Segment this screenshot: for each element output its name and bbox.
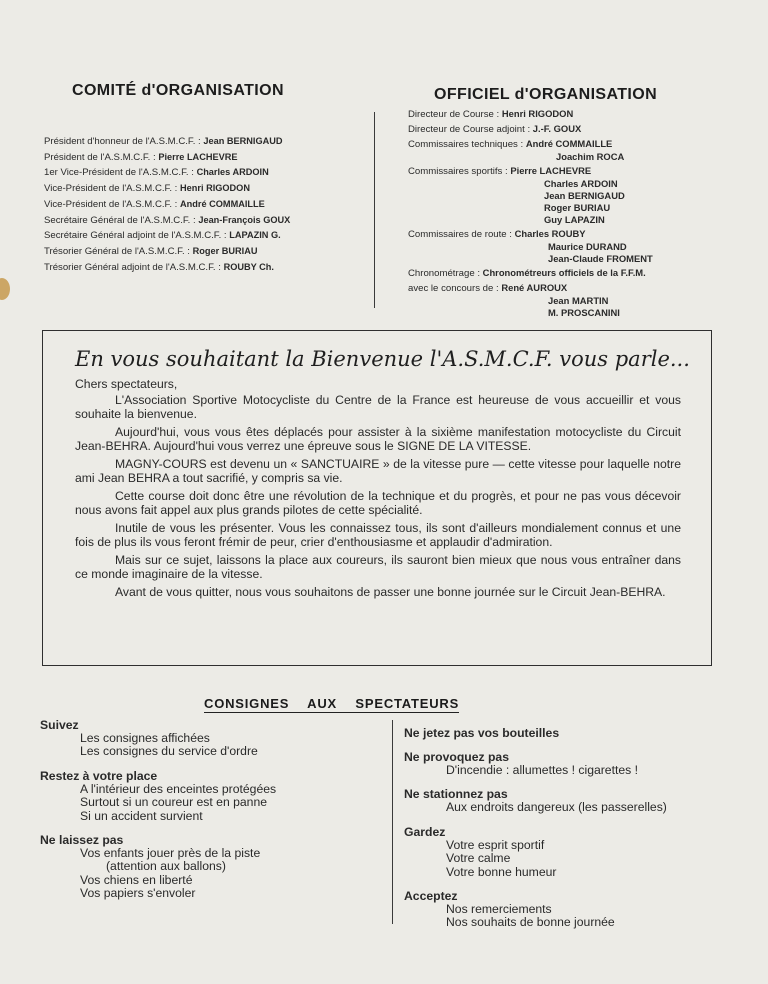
officiel-role: Directeur de Course : [408, 109, 500, 120]
officiel-line [408, 123, 748, 136]
officiel-group [408, 138, 748, 163]
officiel-group [408, 165, 748, 226]
officiel-name: Pierre LACHEVRE [510, 165, 592, 176]
officiel-name: Henri RIGODON [501, 108, 574, 119]
officiel-name: René AUROUX [501, 282, 568, 293]
consigne-block [404, 825, 744, 879]
officiel-role: Chronométrage : [408, 268, 480, 279]
comite-title: COMITÉ d'ORGANISATION [72, 82, 284, 99]
comite-name: Roger BURIAU [192, 245, 258, 256]
consigne-item: Les consignes affichées [80, 731, 210, 745]
consigne-item: D'incendie : allumettes ! cigarettes ! [446, 763, 639, 777]
comite-name: Jean-François GOUX [198, 214, 291, 225]
officiel-group [408, 108, 748, 121]
consigne-heading: Gardez [404, 824, 446, 839]
welcome-paragraph: Mais sur ce sujet, laissons la place aux coureurs, ils sauront bien mieux que nous vous entraîner dans ce monde imaginaire de la vitesse. [75, 553, 681, 581]
comite-row [44, 150, 364, 166]
comite-name: LAPAZIN G. [229, 230, 281, 241]
welcome-paragraph: Aujourd'hui, vous vous êtes déplacés pour assister à la sixième manifestation motocycliste du Circuit Jean-BEHRA. Aujourd'hui vous verrez une épreuve sous le SIGNE DE LA VITESSE. [75, 425, 681, 453]
consigne-item: Surtout si un coureur est en panne [80, 795, 267, 810]
consigne-heading: Ne provoquez pas [404, 750, 509, 764]
comite-row [44, 244, 364, 260]
comite-organisation [44, 82, 364, 275]
officiel-name: Jean-Claude FROMENT [548, 253, 653, 264]
consigne-item: Vos papiers s'envoler [80, 886, 196, 901]
officiel-name: Guy LAPAZIN [544, 214, 605, 225]
officiel-name: Maurice DURAND [548, 241, 627, 252]
comite-role: Président de l'A.S.M.C.F. : [44, 151, 156, 163]
comite-role: Président d'honneur de l'A.S.M.C.F. : [44, 136, 201, 147]
officiel-line [408, 108, 748, 121]
consignes-divider [392, 720, 393, 924]
comite-name: ROUBY Ch. [223, 261, 274, 272]
comite-row [44, 165, 364, 181]
consigne-block [40, 718, 380, 759]
consignes-left-column [40, 718, 380, 911]
comite-row [44, 134, 364, 150]
comite-name: Pierre LACHEVRE [158, 151, 238, 162]
consigne-block [40, 833, 380, 901]
consigne-block [404, 787, 744, 814]
consigne-item: Votre bonne humeur [446, 864, 557, 879]
officiel-name: Jean BERNIGAUD [544, 190, 625, 201]
officiel-role: Commissaires techniques : [408, 139, 524, 150]
consigne-heading: Acceptez [404, 889, 458, 904]
consigne-heading: Ne jetez pas vos bouteilles [404, 726, 560, 740]
consigne-heading: Restez à votre place [40, 768, 158, 783]
officiel-name: Chronométreurs officiels de la F.F.M. [482, 267, 646, 278]
officiel-name: Joachim ROCA [556, 151, 625, 162]
consigne-item: Nos souhaits de bonne journée [446, 915, 615, 930]
officiel-name: Charles ARDOIN [544, 178, 618, 189]
consignes-right-column [404, 726, 744, 940]
comite-row [44, 181, 364, 197]
officiel-line [408, 282, 748, 295]
comite-role: Secrétaire Général de l'A.S.M.C.F. : [44, 214, 196, 226]
officiel-line [408, 228, 748, 241]
consigne-item: Les consignes du service d'ordre [80, 744, 258, 759]
officiel-name: Jean MARTIN [548, 295, 609, 306]
comite-name: Jean BERNIGAUD [203, 136, 283, 146]
consigne-block [404, 889, 744, 930]
officiel-role: avec le concours de : [408, 283, 499, 294]
consigne-item: Votre esprit sportif [446, 837, 545, 852]
consigne-item: Si un accident survient [80, 808, 203, 823]
officiel-group [408, 267, 748, 280]
comite-row [44, 260, 364, 276]
consigne-item: Votre calme [446, 851, 511, 866]
officiel-name: J.-F. GOUX [532, 123, 582, 134]
consigne-item: A l'intérieur des enceintes protégées [80, 781, 277, 796]
comite-role: Vice-Président de l'A.S.M.C.F. : [44, 183, 178, 195]
consigne-item: Aux endroits dangereux (les passerelles) [446, 800, 667, 815]
consigne-heading: Suivez [40, 718, 79, 732]
welcome-title: En vous souhaitant la Bienvenue l'A.S.M.C.F. vous parle... [75, 347, 690, 371]
comite-row [44, 197, 364, 213]
consigne-block [404, 726, 744, 740]
comite-name: Henri RIGODON [180, 183, 250, 194]
welcome-paragraph: Cette course doit donc être une révolution de la technique et du progrès, et pour ne pas vous décevoir nous avons fait appel aux plus grands pilotes de cette spécialité. [75, 489, 681, 517]
welcome-text [75, 394, 681, 600]
officiel-line [408, 165, 748, 178]
consigne-block [40, 769, 380, 823]
officiel-name: M. PROSCANINI [548, 307, 620, 318]
consigne-item: Vos chiens en liberté [80, 872, 193, 887]
officiel-organisation [408, 86, 748, 321]
welcome-paragraph: MAGNY-COURS est devenu un « SANCTUAIRE » de la vitesse pure — cette vitesse pour laquelle notre ami Jean BEHRA a tout sacrifié, y compris sa vie. [75, 457, 681, 485]
comite-name: Charles ARDOIN [196, 167, 269, 178]
officiel-list [408, 108, 748, 319]
officiel-line [408, 267, 748, 280]
consigne-heading: Ne stationnez pas [404, 787, 508, 802]
consignes-title: CONSIGNES AUX SPECTATEURS [204, 696, 460, 711]
officiel-group [408, 282, 748, 319]
welcome-paragraph: Avant de vous quitter, nous vous souhaitons de passer une bonne journée sur le Circuit Jean-BEHRA. [115, 585, 666, 599]
comite-row [44, 228, 364, 244]
comite-row [44, 213, 364, 229]
welcome-greeting: Chers spectateurs, [75, 377, 178, 391]
consigne-heading: Ne laissez pas [40, 833, 124, 848]
comite-role: Vice-Président de l'A.S.M.C.F. : [44, 198, 178, 210]
top-divider [374, 112, 375, 308]
officiel-role: Directeur de Course adjoint : [408, 124, 531, 135]
consigne-block [404, 750, 744, 777]
consigne-item: (attention aux ballons) [106, 859, 226, 874]
comite-list [44, 134, 364, 275]
officiel-role: Commissaires sportifs : [408, 166, 508, 177]
officiel-title: OFFICIEL d'ORGANISATION [434, 86, 658, 103]
consigne-item: Vos enfants jouer près de la piste [80, 846, 261, 861]
comite-role: Secrétaire Général adjoint de l'A.S.M.C.F. : [44, 230, 227, 242]
welcome-paragraph: Inutile de vous les présenter. Vous les connaissez tous, ils sont d'ailleurs mondialement connus et une fois de plus ils vous feront frémir de peur, crier d'enthousiasme et applaudir d'admiration. [75, 521, 681, 549]
punch-hole-mark [0, 278, 10, 300]
officiel-line [408, 138, 748, 151]
officiel-name: Roger BURIAU [544, 202, 611, 213]
officiel-name: André COMMAILLE [525, 138, 613, 149]
comite-role: Trésorier Général adjoint de l'A.S.M.C.F. : [44, 261, 221, 273]
comite-role: Trésorier Général de l'A.S.M.C.F. : [44, 245, 190, 257]
officiel-group [408, 123, 748, 136]
consigne-item: Nos remerciements [446, 902, 552, 917]
officiel-name: Charles ROUBY [514, 228, 586, 239]
officiel-role: Commissaires de route : [408, 229, 512, 240]
welcome-paragraph: L'Association Sportive Motocycliste du Centre de la France est heureuse de vous accueillir et vous souhaite la bienvenue. [75, 393, 681, 421]
welcome-box [42, 330, 712, 666]
comite-role: 1er Vice-Président de l'A.S.M.C.F. : [44, 167, 194, 179]
comite-name: André COMMAILLE [180, 198, 265, 209]
officiel-group [408, 228, 748, 265]
